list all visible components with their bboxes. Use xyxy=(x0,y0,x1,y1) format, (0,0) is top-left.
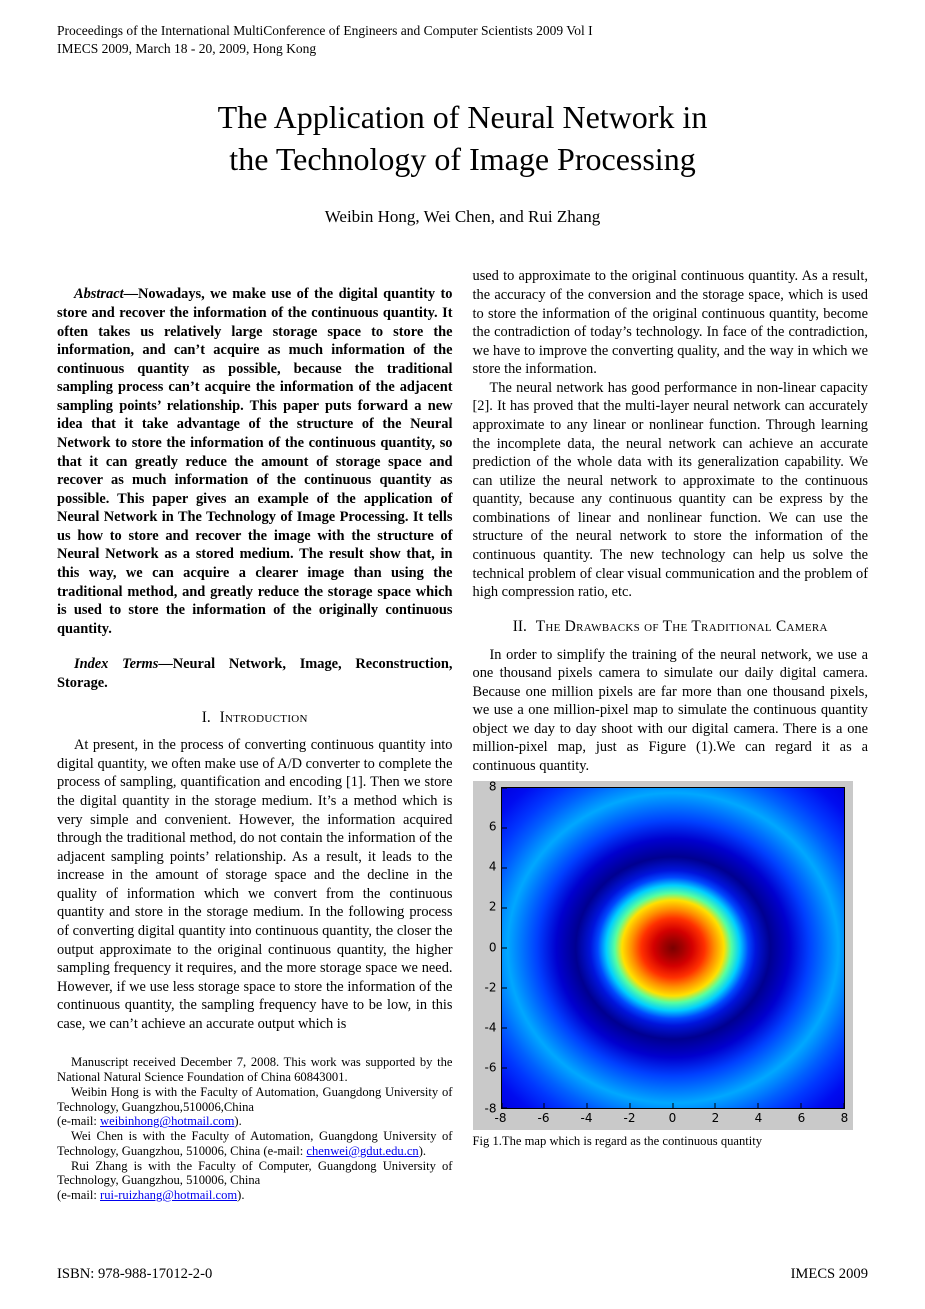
email-link[interactable]: weibinhong@hotmail.com xyxy=(100,1114,235,1129)
footnote-paragraph xyxy=(57,1129,453,1158)
right-column xyxy=(473,267,869,1202)
proceedings-header xyxy=(57,22,868,58)
section-number: I. xyxy=(201,708,211,726)
x-tick-label: 4 xyxy=(754,1110,763,1125)
y-tick-label: 0 xyxy=(488,939,497,954)
y-tick-label: -8 xyxy=(484,1100,497,1115)
section-title: The Drawbacks of The Traditional Camera xyxy=(535,617,828,635)
x-tick-mark xyxy=(715,1103,716,1108)
y-tick-mark xyxy=(502,987,507,988)
x-tick-mark xyxy=(758,1103,759,1108)
x-tick-label: -8 xyxy=(494,1110,507,1125)
footnote-text: ). xyxy=(237,1188,245,1203)
section-number: II. xyxy=(512,617,527,635)
index-terms-paragraph xyxy=(57,655,453,692)
y-tick-mark xyxy=(502,1067,507,1068)
footnote-text: (e-mail: xyxy=(57,1188,101,1203)
footnote-text: Manuscript received December 7, 2008. This work was supported by the National Natural Science Foundation of China 60843001. xyxy=(57,1055,453,1085)
y-tick-label: -4 xyxy=(484,1020,497,1035)
y-tick-mark xyxy=(502,827,507,828)
x-axis-labels xyxy=(494,1109,849,1128)
section-heading-introduction xyxy=(57,708,453,728)
x-tick-label: -2 xyxy=(623,1110,636,1125)
y-axis-labels xyxy=(473,778,501,1115)
x-tick-label: 8 xyxy=(840,1110,849,1125)
y-tick-mark xyxy=(502,947,507,948)
footer-isbn: ISBN: 978-988-17012-2-0 xyxy=(57,1266,213,1282)
footnote-text: ). xyxy=(234,1114,242,1129)
abstract-dash: — xyxy=(123,286,138,303)
paper-title-line1: The Application of Neural Network in xyxy=(217,98,708,135)
abstract-label: Abstract xyxy=(74,286,124,303)
y-tick-mark xyxy=(502,787,507,788)
footnote-text: Wei Chen is with the Faculty of Automation, Guangdong University of Technology, Guangzhou, 510006, China (e-mail: xyxy=(57,1129,453,1158)
x-tick-label: 0 xyxy=(668,1110,677,1125)
authors-line: Weibin Hong, Wei Chen, and Rui Zhang xyxy=(324,207,601,227)
y-tick-mark xyxy=(502,867,507,868)
figure-1-caption: Fig 1.The map which is regard as the continuous quantity xyxy=(472,1133,763,1148)
body-paragraph-continuation: used to approximate to the original continuous quantity. As a result, the accuracy of the conversion and the storage space, which is used to store the information of the original continuous quantity, become the contradiction of today’s technology. In face of the contradiction, we have to improve the converting quality, and the way in which we store the information. xyxy=(472,268,868,378)
plot-image xyxy=(501,787,845,1109)
footnote-text: Rui Zhang is with the Faculty of Computer, Guangdong University of Technology, Guangzhou, 510006, China xyxy=(57,1158,453,1188)
index-terms-dash: — xyxy=(158,656,173,673)
page-footer xyxy=(57,1266,868,1283)
footnote-paragraph xyxy=(57,1159,453,1203)
email-link[interactable]: rui-ruizhang@hotmail.com xyxy=(100,1188,238,1203)
plot-row xyxy=(473,778,845,1115)
x-tick-mark xyxy=(501,1103,502,1108)
body-paragraph-camera: In order to simplify the training of the neural network, we use a one thousand pixels camera to simulate our daily digital camera. Because one million pixels are far more than one thousand pixels, we use a one million-pixel map to simulate the continuous quantity object we day to day shoot with our digital camera. There is a one million-pixel map, just as Figure (1).We can regard it as a continuous quantity. xyxy=(472,646,868,774)
two-column-body xyxy=(57,267,868,1202)
x-tick-mark xyxy=(587,1103,588,1108)
y-tick-label: 2 xyxy=(488,899,497,914)
x-tick-mark xyxy=(843,1103,844,1108)
x-tick-mark xyxy=(672,1103,673,1108)
index-terms-text: Neural Network, Image, Reconstruction, Storage. xyxy=(57,656,453,691)
y-tick-label: 4 xyxy=(488,859,497,874)
section-heading-drawbacks xyxy=(473,617,869,637)
email-link[interactable]: chenwei@gdut.edu.cn xyxy=(306,1143,419,1158)
paper-title-line2: the Technology of Image Processing xyxy=(229,141,696,178)
title-block xyxy=(57,96,868,180)
abstract-text: Nowadays, we make use of the digital quantity to store and recover the information of the continuous quantity. It often takes us relatively large storage space to store the information, and can’t acquire as much information of the continuous quantity as possible, because the traditional sampling process can’t acquire the information of the adjacent sampling points’ relationship. This paper puts forward a new idea that it take advantage of the structure of the Neural Network to store the information of the continuous quantity, so that it can greatly reduce the amount of storage space and recover as much information of the continuous quantity as possible. This paper gives an example of the application of Neural Network in The Technology of Image Processing. It tells us how to store and recover the image with the structure of Neural Network as a stored medium. The result show that, in this way, we can acquire a clearer image than using the traditional method, and greatly reduce the storage space which is used to store the information of the originally continuous quantity. xyxy=(57,286,453,637)
footnote-paragraph xyxy=(57,1085,453,1129)
intro-paragraph: At present, in the process of converting continuous quantity into digital quantity, we often make use of A/D converter to complete the process of sampling, quantification and encoding [1]. Then we store the digital quantity in the storage medium. It’s a method which is very simple and convenient. However, the information acquired through the traditional method, do not contain the information of the adjacent sampling points’ relationship. As a result, it leads to the increase in the amount of storage space and the decline in the quality of information which we convert from the continuous quantity and store in the storage medium. In the following process of converting digital quantity into continuous quantity, the closer the output approximate to the original continuous quantity, the higher sampling frequency it requires, and the more storage space we need. However, if we use less storage space to store the information of the continuous quantity, the sampling frequency have to be low, in this case, we can’t achieve an accurate output which is xyxy=(57,737,453,1032)
x-tick-mark xyxy=(544,1103,545,1108)
footnote xyxy=(57,1055,453,1202)
body-paragraph-neural-network: The neural network has good performance in non-linear capacity [2]. It has proved that the multi-layer neural network can accurately approximate to any linear or nonlinear function. Through learning the incomplete data, the neural network can achieve an accurate prediction of the whole data with its generalization capability. We can utilize the neural network to approximate to the continuous quantity, because any continuous quantity can be express by the combinations of linear and nonlinear function. We can use the structure of the neural network to store the information of the continuous quantity. The new technology can help us solve the technical problem of clear visual communication and the problem of high compression ratio, etc. xyxy=(472,379,868,601)
y-tick-mark xyxy=(502,907,507,908)
y-tick-label: -2 xyxy=(484,980,497,995)
x-tick-mark xyxy=(629,1103,630,1108)
x-tick-label: 6 xyxy=(797,1110,806,1125)
section-title: Introduction xyxy=(219,708,308,726)
x-tick-label: -6 xyxy=(537,1110,550,1125)
footer-conference: IMECS 2009 xyxy=(790,1266,868,1282)
left-column xyxy=(57,267,453,1202)
footnote-text: Weibin Hong is with the Faculty of Automation, Guangdong University of Technology, Guangzhou,510006,China xyxy=(57,1084,453,1114)
footnote-paragraph xyxy=(57,1055,453,1084)
header-line2: IMECS 2009, March 18 - 20, 2009, Hong Kong xyxy=(57,40,317,56)
y-tick-mark xyxy=(502,1027,507,1028)
abstract-paragraph xyxy=(57,285,453,638)
y-tick-label: 8 xyxy=(488,778,497,793)
x-tick-label: 2 xyxy=(711,1110,720,1125)
header-line1: Proceedings of the International MultiConference of Engineers and Computer Scientists 2009 Vol I xyxy=(57,23,593,38)
figure-1-panel xyxy=(473,778,853,1130)
y-tick-label: 6 xyxy=(488,819,497,834)
x-tick-label: -4 xyxy=(580,1110,593,1125)
y-tick-label: -6 xyxy=(484,1060,497,1075)
footnote-text: ). xyxy=(418,1143,427,1158)
index-terms-label: Index Terms xyxy=(74,656,159,673)
footnote-text: (e-mail: xyxy=(57,1114,101,1129)
x-tick-mark xyxy=(800,1103,801,1108)
